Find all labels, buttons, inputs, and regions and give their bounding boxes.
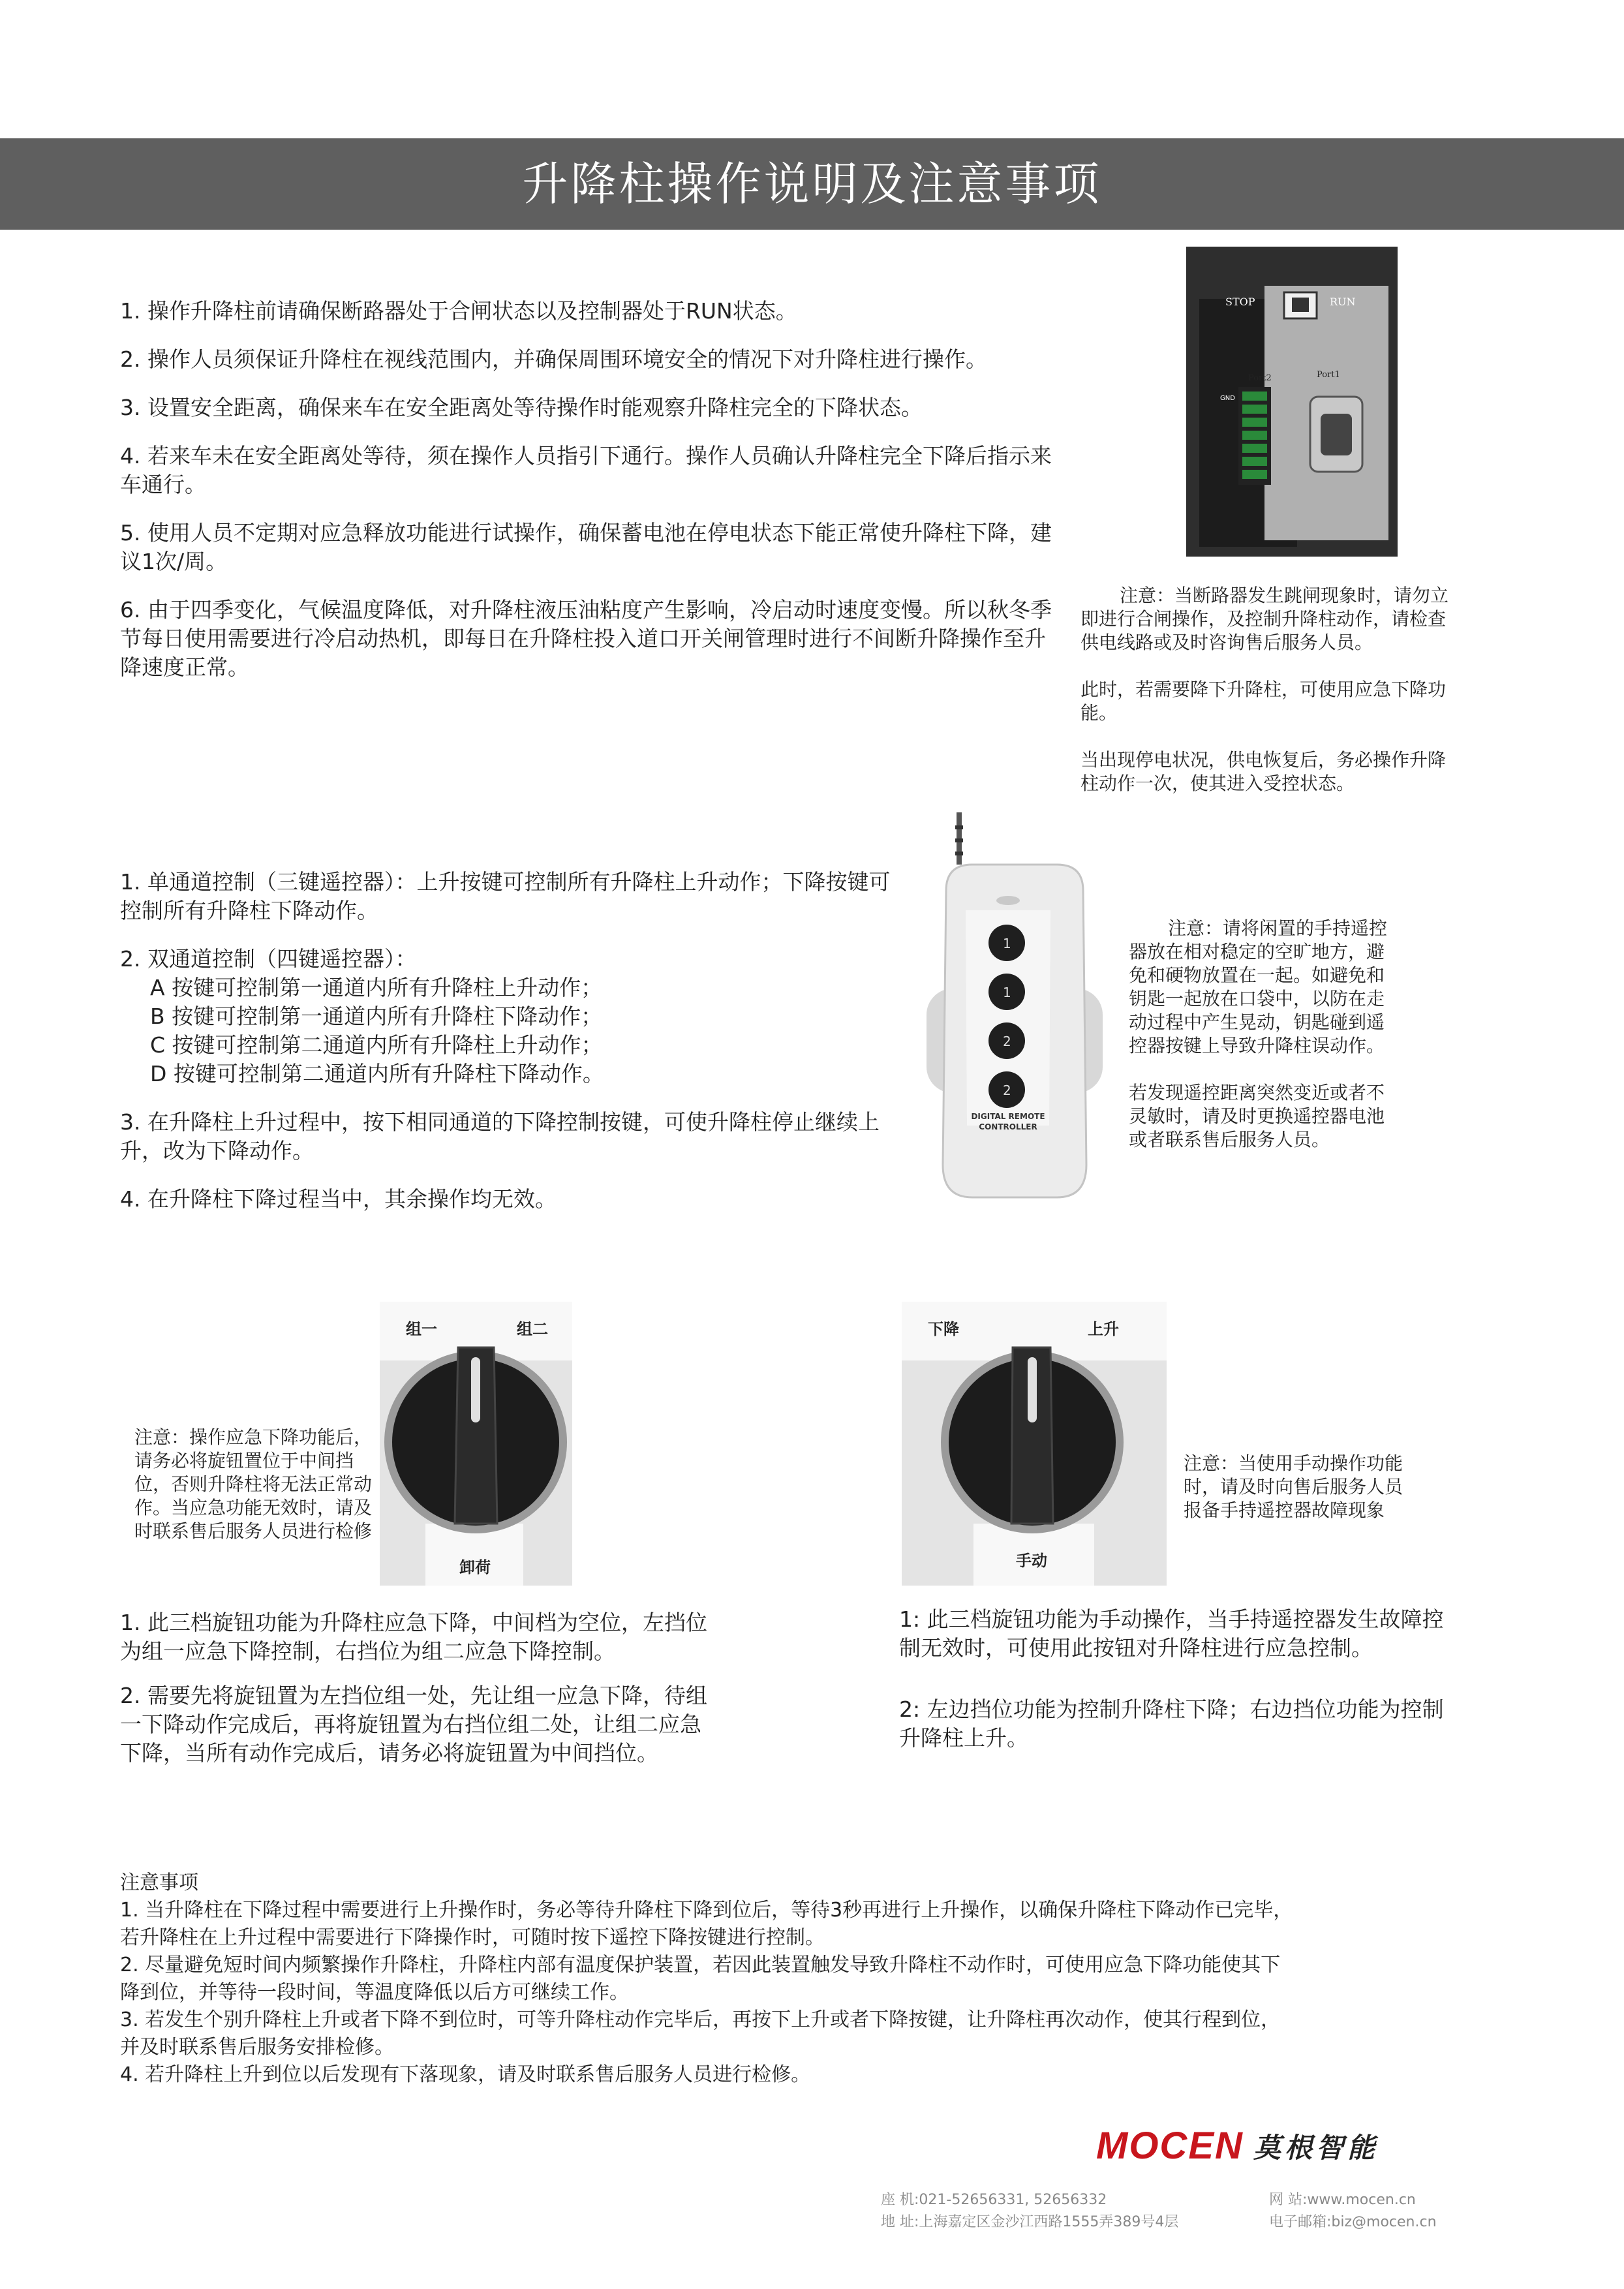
- list-item: 1. 单通道控制（三键遥控器）：上升按键可控制所有升降柱上升动作；下降按键可控制所有升降柱下降动作。: [120, 869, 891, 923]
- port1-label: Port1: [1317, 370, 1340, 380]
- controller-photo: [1186, 247, 1398, 557]
- list-item: A 按键可控制第一通道内所有升降柱上升动作；: [150, 975, 603, 1000]
- remote-label-1: DIGITAL REMOTE: [971, 1112, 1045, 1121]
- website-link[interactable]: 网 站:www.mocen.cn: [1269, 2192, 1416, 2208]
- notices-section: [120, 1869, 1295, 2089]
- switch-left-label: 下降: [928, 1320, 959, 1338]
- remote-button-d: 2: [1003, 1083, 1011, 1098]
- list-item: 1: 此三档旋钮功能为手动操作，当手持遥控器发生故障控制无效时，可使用此按钮对升降柱进行应急控制。: [899, 1606, 1444, 1661]
- list-item: 3. 若发生个别升降柱上升或者下降不到位时，可等升降柱动作完毕后，再按下上升或者下降按键，让升降柱再次动作，使其行程到位，并及时联系售后服务安排检修。: [120, 2008, 1281, 2059]
- list-item: 2: 左边挡位功能为控制升降柱下降；右边挡位功能为控制升降柱上升。: [899, 1697, 1444, 1751]
- port2-label: Port2: [1248, 373, 1272, 383]
- remote-photo: [927, 812, 1103, 1204]
- manual-switch-instructions: [899, 1605, 1460, 1753]
- switch-left-label: 组一: [406, 1320, 437, 1338]
- list-item: D 按键可控制第二通道内所有升降柱下降动作。: [150, 1061, 604, 1086]
- remote-label-2: CONTROLLER: [979, 1122, 1037, 1131]
- email-link[interactable]: 电子邮箱:biz@mocen.cn: [1269, 2214, 1437, 2230]
- run-label: RUN: [1330, 296, 1356, 308]
- list-item: 4. 若升降柱上升到位以后发现有下落现象，请及时联系售后服务人员进行检修。: [120, 2063, 811, 2086]
- list-item: 1. 此三档旋钮功能为升降柱应急下降，中间档为空位，左挡位为组一应急下降控制，右挡位为组二应急下降控制。: [120, 1610, 707, 1664]
- note-text: 注意：当断路器发生跳闸现象时，请勿立即进行合闸操作，及控制升降柱动作，请检查供电线路或及时咨询售后服务人员。: [1080, 585, 1449, 653]
- stop-label: STOP: [1225, 296, 1255, 308]
- gnd-label: GND: [1220, 395, 1235, 402]
- logo-text: MOCEN: [1096, 2125, 1244, 2167]
- list-item: 1. 当升降柱在下降过程中需要进行上升操作时，务必等待升降柱下降到位后，等待3秒再进行上升操作，以确保升降柱下降动作已完毕，若升降柱在上升过程中需要进行下降操作时，可随时按下遥控下降按键进行控制。: [120, 1899, 1293, 1949]
- emergency-switch-photo: [380, 1302, 572, 1586]
- controller-illustration: [1186, 247, 1398, 557]
- switch-right-label: 上升: [1088, 1320, 1119, 1338]
- switch-bottom-label: 手动: [1016, 1552, 1047, 1570]
- list-item: B 按键可控制第一通道内所有升降柱下降动作；: [150, 1004, 603, 1029]
- note-text: 注意：操作应急下降功能后，请务必将旋钮置位于中间挡位，否则升降柱将无法正常动作。当应急功能无效时，请及时联系售后服务人员进行检修: [134, 1426, 373, 1542]
- manual-switch-note: [1184, 1452, 1409, 1522]
- section2-instructions: [120, 868, 903, 1214]
- list-item: 2. 双通道控制（四键遥控器）：: [120, 946, 417, 972]
- footer-contact-left: [881, 2189, 1285, 2234]
- emergency-switch-note: [134, 1426, 373, 1543]
- notices-heading: 注意事项: [120, 1871, 198, 1894]
- remote-button-a: 1: [1003, 936, 1011, 951]
- section2-notes: [1129, 917, 1390, 1152]
- note-text: 若发现遥控距离突然变近或者不灵敏时，请及时更换遥控器电池或者联系售后服务人员。: [1129, 1082, 1385, 1150]
- switch-right-label: 组二: [517, 1320, 548, 1338]
- list-item: 1. 操作升降柱前请确保断路器处于合闸状态以及控制器处于RUN状态。: [120, 298, 797, 324]
- note-text: 此时，若需要降下升降柱，可使用应急下降功能。: [1080, 679, 1447, 724]
- list-item: 2. 尽量避免短时间内频繁操作升降柱，升降柱内部有温度保护装置，若因此装置触发导致升降柱不动作时，可使用应急下降功能使其下降到位，并等待一段时间，等温度降低以后方可继续工作。: [120, 1954, 1281, 2004]
- address-text: 地 址:上海嘉定区金沙江西路1555弄389号4层: [881, 2214, 1179, 2230]
- list-item: 4. 若来车未在安全距离处等待，须在操作人员指引下通行。操作人员确认升降柱完全下降后指示来车通行。: [120, 443, 1052, 497]
- page-title: 升降柱操作说明及注意事项: [522, 157, 1102, 211]
- remote-button-b: 1: [1003, 985, 1011, 1000]
- note-text: 注意：当使用手动操作功能时，请及时向售后服务人员报备手持遥控器故障现象: [1184, 1452, 1403, 1521]
- list-item: 4. 在升降柱下降过程当中，其余操作均无效。: [120, 1186, 557, 1212]
- manual-switch-photo: [902, 1302, 1167, 1586]
- manual-switch-illustration: [902, 1302, 1167, 1586]
- emergency-switch-illustration: [380, 1302, 572, 1586]
- note-text: 注意：请将闲置的手持遥控器放在相对稳定的空旷地方，避免和硬物放置在一起。如避免和钥匙一起放在口袋中，以防在走动过程中产生晃动，钥匙碰到遥控器按键上导致升降柱误动作。: [1129, 917, 1388, 1056]
- list-item: 3. 在升降柱上升过程中，按下相同通道的下降控制按键，可使升降柱停止继续上升，改为下降动作。: [120, 1109, 880, 1163]
- section1-instructions: [120, 297, 1053, 701]
- sub-list: [120, 974, 903, 1088]
- list-item: 5. 使用人员不定期对应急释放功能进行试操作，确保蓄电池在停电状态下能正常使升降柱下降，建议1次/周。: [120, 520, 1052, 574]
- emergency-switch-instructions: [120, 1608, 707, 1768]
- note-text: 当出现停电状况，供电恢复后，务必操作升降柱动作一次，使其进入受控状态。: [1080, 749, 1447, 794]
- mocen-logo: [1096, 2124, 1435, 2170]
- remote-illustration: [927, 812, 1103, 1204]
- title-banner: [0, 138, 1624, 230]
- list-item: 3. 设置安全距离，确保来车在安全距离处等待操作时能观察升降柱完全的下降状态。: [120, 395, 923, 420]
- list-item: 2. 需要先将旋钮置为左挡位组一处，先让组一应急下降，待组一下降动作完成后，再将旋钮置为右挡位组二处，让组二应急下降，当所有动作完成后，请务必将旋钮置为中间挡位。: [120, 1683, 707, 1766]
- logo-chinese: 莫根智能: [1253, 2131, 1379, 2164]
- footer-contact-right: [1269, 2189, 1484, 2234]
- list-item: 6. 由于四季变化，气候温度降低，对升降柱液压油粘度产生影响，冷启动时速度变慢。所以秋冬季节每日使用需要进行冷启动热机，即每日在升降柱投入道口开关闸管理时进行不间断升降操作至升降速度正常。: [120, 597, 1052, 680]
- switch-bottom-label: 卸荷: [459, 1558, 491, 1576]
- list-item: 2. 操作人员须保证升降柱在视线范围内，并确保周围环境安全的情况下对升降柱进行操作。: [120, 346, 987, 372]
- remote-button-c: 2: [1003, 1034, 1011, 1049]
- phone-text: 座 机:021-52656331, 52656332: [881, 2192, 1107, 2208]
- section1-notes: [1080, 584, 1452, 795]
- list-item: C 按键可控制第二通道内所有升降柱上升动作；: [150, 1032, 603, 1058]
